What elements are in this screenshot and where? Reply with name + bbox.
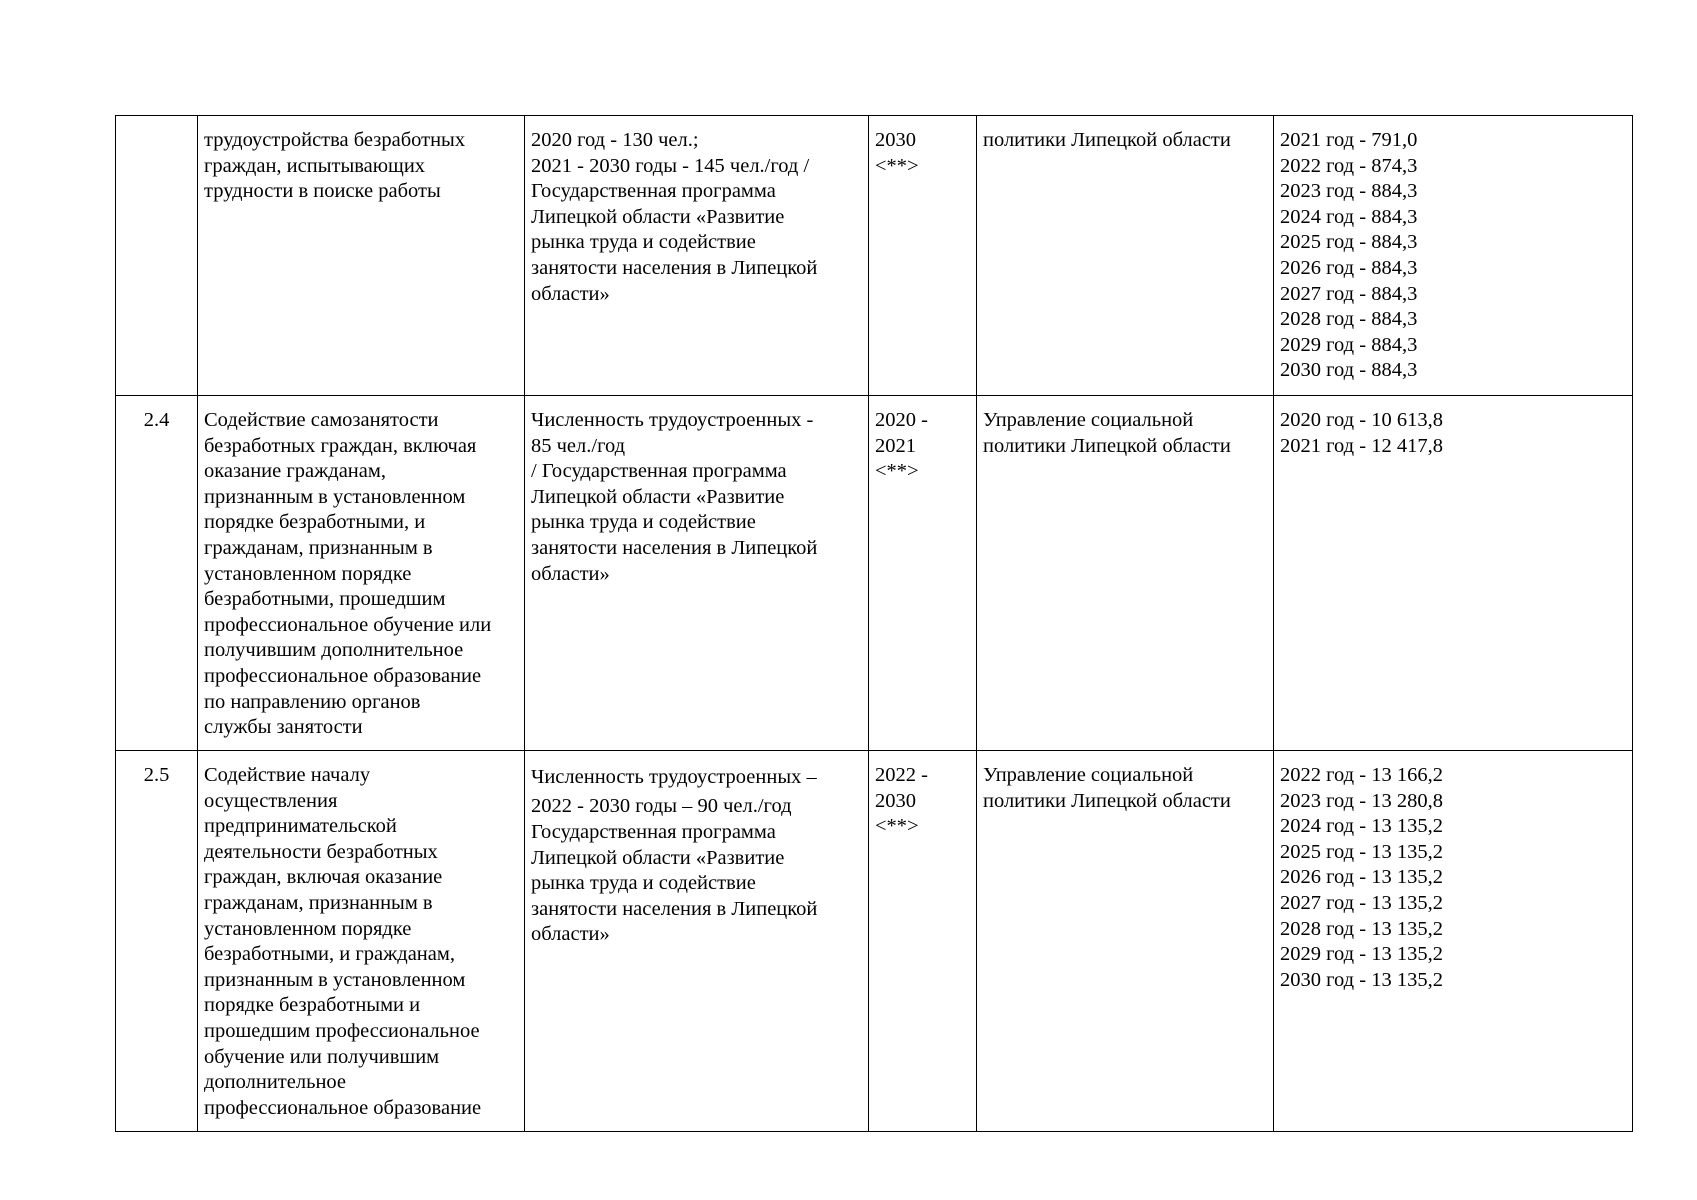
measure-line: Содействие самозанятости bbox=[204, 409, 439, 431]
indicator-line: области» bbox=[531, 562, 610, 585]
measure-line: признанным в установленном bbox=[204, 968, 466, 991]
measure-line: граждан, испытывающих bbox=[204, 154, 426, 177]
period-cell bbox=[869, 116, 977, 396]
row-number-cell bbox=[116, 116, 198, 396]
measure-line: порядке безработными и bbox=[204, 994, 421, 1017]
measure-line: по направлению органов bbox=[204, 690, 421, 713]
funding-line: 2024 год - 13 135,2 bbox=[1280, 815, 1443, 838]
indicator-line: Государственная программа bbox=[531, 821, 776, 843]
indicator-line: рынка труда и содействие bbox=[531, 872, 756, 895]
indicator-line: Государственная программа bbox=[531, 180, 776, 203]
funding-line: 2026 год - 13 135,2 bbox=[1280, 866, 1443, 889]
measure-line: предпринимательской bbox=[204, 815, 397, 838]
measure-cell bbox=[198, 396, 525, 751]
funding-line: 2028 год - 13 135,2 bbox=[1280, 917, 1443, 940]
measure-line: установленном порядке bbox=[204, 562, 412, 585]
indicator-line: 2021 - 2030 годы - 145 чел./год / bbox=[531, 154, 810, 177]
funding-line: 2027 год - 13 135,2 bbox=[1280, 891, 1443, 914]
funding-line: 2027 год - 884,3 bbox=[1280, 282, 1418, 305]
period-line: 2020 - bbox=[875, 409, 928, 431]
funding-line: 2029 год - 884,3 bbox=[1280, 333, 1418, 356]
funding-line: 2030 год - 884,3 bbox=[1280, 359, 1418, 382]
measure-line: безработных граждан, включая bbox=[204, 434, 477, 457]
indicator-line: 2022 - 2030 годы – 90 чел./год bbox=[531, 794, 792, 817]
indicator-line: занятости населения в Липецкой bbox=[531, 256, 818, 279]
indicator-line: области» bbox=[531, 923, 610, 946]
indicator-line: / Государственная программа bbox=[531, 460, 787, 483]
funding-line: 2024 год - 884,3 bbox=[1280, 205, 1418, 228]
measure-line: порядке безработными, и bbox=[204, 511, 426, 534]
measure-line: деятельности безработных bbox=[204, 840, 438, 863]
measure-line: признанным в установленном bbox=[204, 485, 466, 508]
table-row bbox=[116, 116, 1633, 396]
measure-line: обучение или получившим bbox=[204, 1045, 440, 1068]
funding-line: 2029 год - 13 135,2 bbox=[1280, 943, 1443, 966]
funding-line: 2023 год - 884,3 bbox=[1280, 180, 1418, 203]
row-number-cell bbox=[116, 396, 198, 751]
period-line: 2030 bbox=[875, 789, 916, 812]
indicator-line: области» bbox=[531, 282, 610, 305]
funding-line: 2030 год - 13 135,2 bbox=[1280, 968, 1443, 991]
indicator-line: Численность трудоустроенных - bbox=[531, 409, 814, 431]
period-line: <**> bbox=[875, 460, 919, 483]
period-cell bbox=[869, 751, 977, 1132]
executor-cell bbox=[977, 116, 1274, 396]
row-number: 2.4 bbox=[143, 409, 170, 431]
indicator-line: занятости населения в Липецкой bbox=[531, 897, 818, 920]
indicator-line: Липецкой области «Развитие bbox=[531, 205, 785, 228]
funding-cell bbox=[1274, 396, 1633, 751]
indicator-line: 2020 год - 130 чел.; bbox=[531, 129, 699, 151]
measure-line: безработными, и гражданам, bbox=[204, 943, 455, 966]
indicator-cell bbox=[525, 751, 869, 1132]
measure-line: Содействие началу bbox=[204, 764, 371, 786]
row-number: 2.5 bbox=[143, 764, 170, 786]
executor-line: политики Липецкой области bbox=[983, 129, 1231, 151]
measure-line: установленном порядке bbox=[204, 917, 412, 940]
period-line: <**> bbox=[875, 815, 919, 838]
indicator-line: занятости населения в Липецкой bbox=[531, 536, 818, 559]
measure-line: безработными, прошедшим bbox=[204, 588, 446, 611]
indicator-line: рынка труда и содействие bbox=[531, 511, 756, 534]
indicator-line: Липецкой области «Развитие bbox=[531, 485, 785, 508]
period-line: 2022 - bbox=[875, 764, 928, 786]
measure-line: трудности в поиске работы bbox=[204, 180, 441, 203]
indicator-cell bbox=[525, 396, 869, 751]
executor-line: политики Липецкой области bbox=[983, 434, 1231, 457]
measure-line: граждан, включая оказание bbox=[204, 866, 443, 889]
period-line: <**> bbox=[875, 154, 919, 177]
measure-line: профессиональное обучение или bbox=[204, 613, 492, 636]
executor-line: Управление социальной bbox=[983, 409, 1194, 431]
period-cell bbox=[869, 396, 977, 751]
measure-line: прошедшим профессиональное bbox=[204, 1019, 480, 1042]
funding-line: 2026 год - 884,3 bbox=[1280, 256, 1418, 279]
measure-line: службы занятости bbox=[204, 716, 363, 739]
funding-line: 2021 год - 791,0 bbox=[1280, 129, 1418, 151]
measure-line: осуществления bbox=[204, 789, 338, 812]
indicator-line: Численность трудоустроенных – bbox=[531, 766, 817, 788]
funding-line: 2025 год - 13 135,2 bbox=[1280, 840, 1443, 863]
measure-line: гражданам, признанным в bbox=[204, 891, 433, 914]
executor-line: политики Липецкой области bbox=[983, 789, 1231, 812]
funding-line: 2021 год - 12 417,8 bbox=[1280, 434, 1443, 457]
measure-line: дополнительное bbox=[204, 1071, 347, 1094]
row-number-cell bbox=[116, 751, 198, 1132]
table-row bbox=[116, 396, 1633, 751]
measure-line: профессиональное образование bbox=[204, 1096, 482, 1119]
executor-cell bbox=[977, 396, 1274, 751]
funding-line: 2025 год - 884,3 bbox=[1280, 231, 1418, 254]
executor-line: Управление социальной bbox=[983, 764, 1194, 786]
measure-line: оказание гражданам, bbox=[204, 460, 386, 483]
funding-line: 2023 год - 13 280,8 bbox=[1280, 789, 1443, 812]
measure-line: профессиональное образование bbox=[204, 664, 482, 687]
table-row bbox=[116, 751, 1633, 1132]
measure-cell bbox=[198, 751, 525, 1132]
indicator-line: 85 чел./год bbox=[531, 434, 626, 457]
funding-line: 2022 год - 13 166,2 bbox=[1280, 764, 1443, 786]
funding-line: 2028 год - 884,3 bbox=[1280, 308, 1418, 331]
program-measures-table bbox=[115, 115, 1633, 1132]
measure-cell bbox=[198, 116, 525, 396]
indicator-line: рынка труда и содействие bbox=[531, 231, 756, 254]
period-line: 2021 bbox=[875, 434, 916, 457]
period-line: 2030 bbox=[875, 129, 916, 151]
executor-cell bbox=[977, 751, 1274, 1132]
measure-line: трудоустройства безработных bbox=[204, 129, 466, 151]
funding-line: 2022 год - 874,3 bbox=[1280, 154, 1418, 177]
measure-line: гражданам, признанным в bbox=[204, 536, 433, 559]
measure-line: получившим дополнительное bbox=[204, 639, 464, 662]
indicator-line: Липецкой области «Развитие bbox=[531, 846, 785, 869]
funding-cell bbox=[1274, 751, 1633, 1132]
indicator-cell bbox=[525, 116, 869, 396]
funding-line: 2020 год - 10 613,8 bbox=[1280, 409, 1443, 431]
funding-cell bbox=[1274, 116, 1633, 396]
